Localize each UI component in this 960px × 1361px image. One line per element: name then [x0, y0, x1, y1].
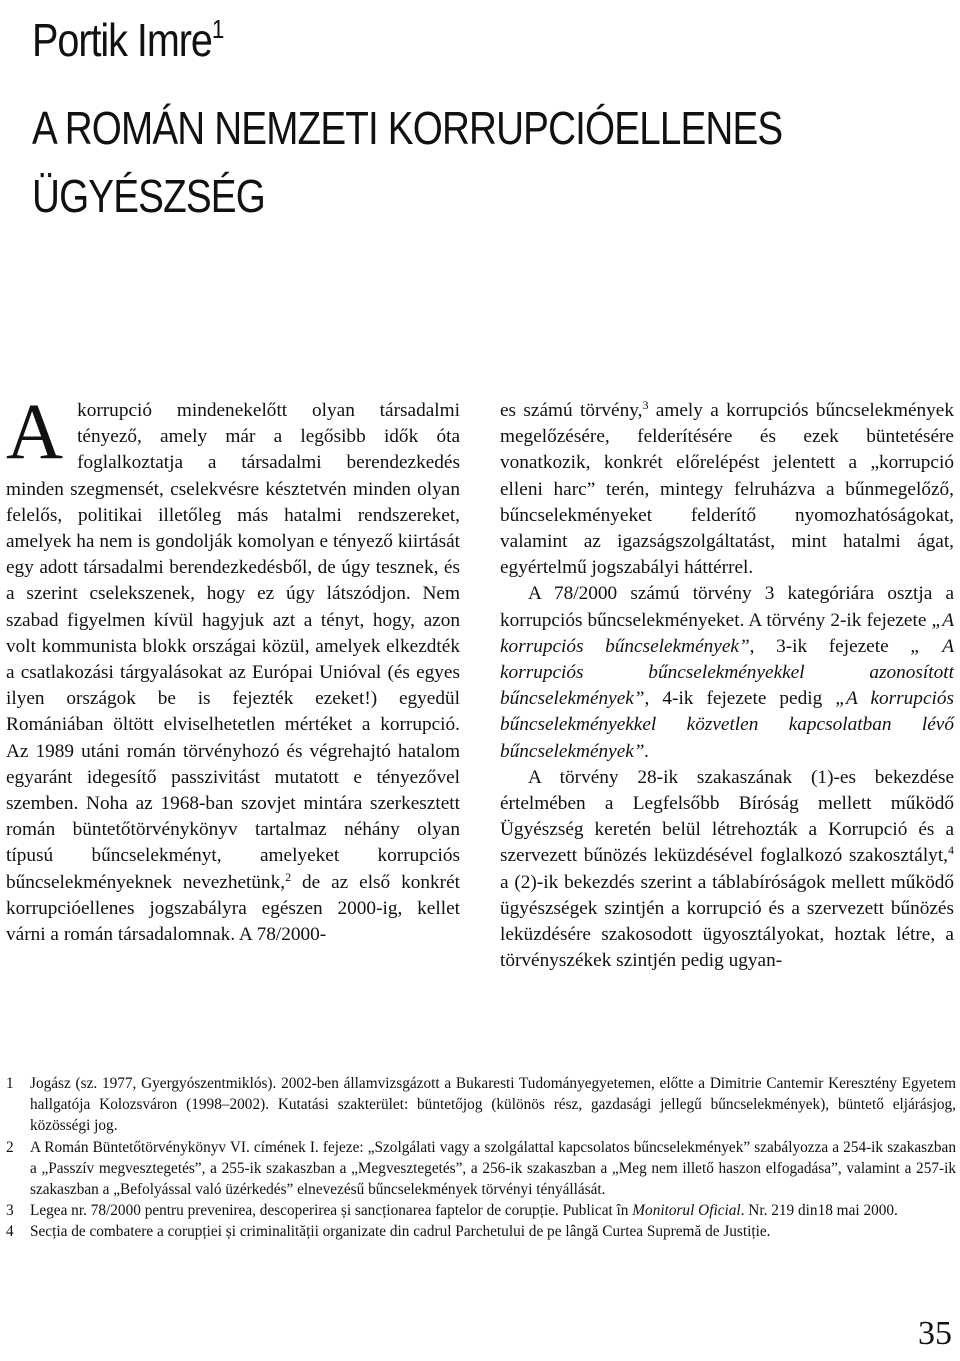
footnote-ref-4[interactable]: 4 [948, 843, 954, 858]
footnote-item [6, 1200, 956, 1221]
footnote-number: 3 [6, 1202, 14, 1220]
article-title [32, 94, 914, 230]
footnotes [6, 1073, 956, 1243]
paragraph: es számú törvény,$^3$ amely a korrupciós bűncselekmények megelőzésére, felderítésére és ezek büntetésére vonatkozik, konkrét előrelépést jelentett a „korrupció elleni harc” terén, mintegy felruházva a bűnmegelőző, bűncselekményeket felderítő nyomozhatóságokat, valamint az igazságszolgáltatást, mint hatalmi ágat, egyértelmű jogszabályi háttérrel. [500, 398, 954, 579]
title-line-1: A ROMÁN NEMZETI KORRUPCIÓELLENES [32, 102, 783, 154]
footnote-ref-3[interactable]: 3 [642, 398, 649, 412]
drop-cap: A [6, 389, 64, 476]
footnote-number: 2 [6, 1138, 14, 1156]
footnote-ref-2[interactable]: 2 [285, 869, 292, 884]
footnote-item [6, 1137, 956, 1201]
footnote-item [6, 1221, 956, 1242]
right-column [500, 398, 954, 974]
page-number: 35 [918, 1315, 952, 1352]
footnote-text: Secția de combatere a corupției și criminalității organizate din cadrul Parchetului de pe lângă Curtea Supremă de Justiție. [30, 1223, 771, 1241]
paragraph: Akorrupció mindenekelőtt olyan társadalmi tényező, amely már a legősibb idők óta foglalkoztatja a társadalmi berendezkedés minden szegmensét, cselekvésre késztetvén minden olyan felelős, politikai illetőleg más hatalmi rendszereket, amelyek ha nem is gondolják komolyan e tényező kiirtását egy adott társadalmi berendezkedésből, de úgy tesznek, és a szerint cselekszenek, hogy ez úgy látszódjon. Nem szabad figyelmen kívül hagyjuk azt a tényt, hogy, azon volt kommunista blokk országai közül, amelyek elkezdték a csatlakozási tárgyalásokat az Európai Unióval (és egyes ilyen országok be is fejezték ezeket!) egyedül Romániában öltött elviselhetetlen mértéket a korrupció. Az 1989 utáni román törvényhozó és végrehajtó hatalom egyaránt idegesítő passzivitást mutatott e tényezővel szemben. Noha az 1968-ban szovjet mintára szerkesztett román büntetőtörvénykönyv tartalmaz néhány olyan típusú bűncselekményt, amelyeket korrupciós bűncselekményeknek nevezhetünk,$^2$ de az első konkrét korrupcióellenes jogszabályra egészen 2000-ig, kellet várni a román társadalomnak. A 78/2000- [6, 389, 460, 946]
footnote-text: Legea nr. 78/2000 pentru prevenirea, descoperirea și sancționarea faptelor de corupție. Publicat în Monitorul Oficial. Nr. 219 din18 mai 2000. [30, 1202, 898, 1220]
footnote-text: Jogász (sz. 1977, Gyergyószentmiklós). 2002-ben államvizsgázott a Bukaresti Tudományegyetemen, előtte a Dimitrie Cantemir Keresztény Egyetem hallgatója Kolozsváron (1998–2002). Kutatási szakterület: büntetőjog (különös rész, gazdasági jellegű bűncselekmények), büntető eljárásjog, közösségi jog. [30, 1075, 956, 1135]
footnote-text: A Román Büntetőtörvénykönyv VI. címének I. fejeze: „Szolgálati vagy a szolgálattal kapcsolatos bűncselekmények” szabályozza a 254-ik szakaszban a „Passzív megvesztegetés”, a 255-ik szakaszban a „Megvesztegetés”, a 256-ik szakaszban a „Meg nem illető haszon elfogadása”, valamint a 257-ik szakaszban a „Befolyással való üzérkedés” elnevezésű bűncselekmények törvényi tényállását. [30, 1138, 956, 1199]
author-name: Portik Imre$^1$ [32, 14, 224, 66]
footnote-ref-1[interactable]: 1 [211, 14, 224, 44]
left-column [6, 389, 460, 948]
footnote-number: 1 [6, 1075, 14, 1092]
footnote-number: 4 [6, 1223, 14, 1241]
paragraph: A törvény 28-ik szakaszának (1)-es bekezdése értelmében a Legfelsőbb Bíróság mellett működő Ügyészség keretén belül létrehozták a Korrupció és a szervezett bűnözés leküzdésével foglalkozó szakosztályt,$^4$ a (2)-ik bekezdés szerint a táblabíróságok mellett működő ügyészségek szintjén a korrupció és a szervezett bűnözés leküzdésére szakosodott ügyosztályokat, hoztak létre, a törvényszékek szintjén pedig ugyan- [500, 766, 954, 972]
paragraph: A 78/2000 számú törvény 3 kategóriára osztja a korrupciós bűncselekményeket. A törvény 2-ik fejezete „A korrupciós bűncselekmények”, 3-ik fejezete „ A korrupciós bűncselekményekkel azonosított bűncselekmények”, 4-ik fejezete pedig „A korrupciós bűncselekményekkel közvetlen kapcsolatban lévő bűncselekmények”. [500, 583, 954, 762]
title-line-2: ÜGYÉSZSÉG [32, 170, 265, 222]
footnote-item [6, 1073, 956, 1137]
